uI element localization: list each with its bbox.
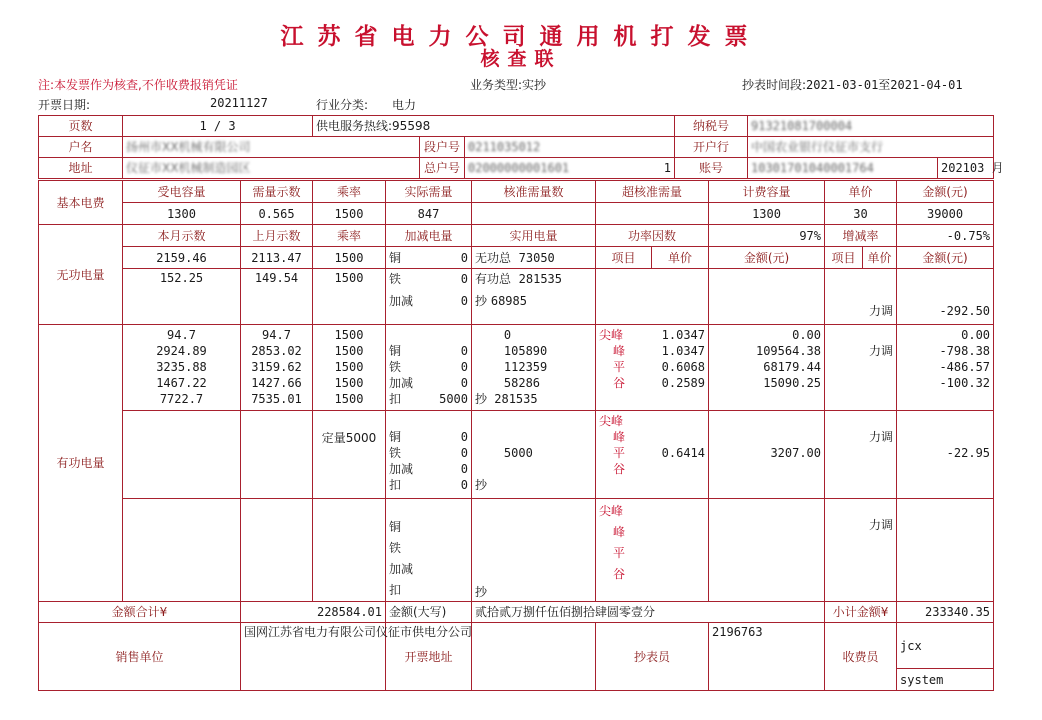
- reactive-header: 上月示数: [241, 225, 313, 247]
- active-rate-list: 1500 1500 1500 1500 1500: [313, 325, 386, 411]
- reader-label: 抄表员: [596, 623, 709, 691]
- subheader-price: 单价: [652, 247, 709, 269]
- address-value: 仪征市XX机械制造园区: [123, 158, 420, 179]
- page-label: 页数: [39, 116, 123, 137]
- basic-header: 核准需量数: [472, 181, 596, 203]
- empty-cell: [241, 499, 313, 602]
- basic-header: 计费容量: [709, 181, 825, 203]
- name-value: 扬州市XX机械有限公司: [123, 137, 420, 158]
- active-block3-period-list: 尖峰 峰 平 谷: [596, 499, 709, 602]
- capital-value: 贰拾贰万捌仟伍佰捌拾肆圆零壹分: [472, 602, 825, 623]
- active-period-price-list: 尖峰 1.0347 峰 1.0347 平 0.6068 谷 0.2589: [596, 325, 709, 411]
- segment-value: 0211035012: [465, 137, 675, 158]
- seller-value: 国网江苏省电力有限公司仪征市供电分公司: [241, 623, 386, 691]
- reactive-adj-list: 铁 0 加减 0: [386, 269, 472, 325]
- quota-rate: 定量5000: [313, 411, 386, 499]
- customer-info-table: [38, 115, 1004, 179]
- tax-label: 纳税号: [675, 116, 748, 137]
- basic-value: 0.565: [241, 203, 313, 225]
- collector-label: 收费员: [825, 623, 897, 691]
- bank-account-value: 10301701040001764: [748, 158, 938, 179]
- basic-value: 847: [386, 203, 472, 225]
- empty-cell: [241, 411, 313, 499]
- active-block3-adj-list: 铜 铁 加减 扣: [386, 499, 472, 602]
- subheader-amount: 金额(元): [709, 247, 825, 269]
- basic-value: [472, 203, 596, 225]
- issuer-address-value: [472, 623, 596, 691]
- billing-table: [38, 180, 994, 691]
- name-label: 户名: [39, 137, 123, 158]
- business-type: 业务类型:实抄: [470, 78, 547, 92]
- total-label: 金额合计¥: [39, 602, 241, 623]
- active-block2-adjust: -22.95: [897, 411, 994, 499]
- invoice-subtitle: 核查联: [480, 48, 562, 70]
- basic-header: 受电容量: [123, 181, 241, 203]
- empty-cell: [313, 499, 386, 602]
- basic-header: 需量示数: [241, 181, 313, 203]
- basic-header: 单价: [825, 181, 897, 203]
- tax-value: 91321081700004: [748, 116, 994, 137]
- subheader-amount: 金额(元): [897, 247, 994, 269]
- basic-value: 30: [825, 203, 897, 225]
- reactive-rate: 1500: [313, 269, 386, 325]
- active-block3-used-label: 抄: [472, 499, 596, 602]
- account-no-label: 总户号: [420, 158, 465, 179]
- active-block2-amount: 3207.00: [709, 411, 825, 499]
- basic-section-label: 基本电费: [39, 181, 123, 225]
- basic-value: 1300: [123, 203, 241, 225]
- invoice-title: 江苏省电力公司通用机打发票: [280, 24, 762, 50]
- empty-cell: [123, 411, 241, 499]
- power-factor: 97%: [709, 225, 825, 247]
- empty-cell: [709, 269, 825, 325]
- change-rate: -0.75%: [897, 225, 994, 247]
- segment-label: 段户号: [420, 137, 465, 158]
- subtotal-label: 小计金额¥: [825, 602, 897, 623]
- reactive-current: 2159.46: [123, 247, 241, 269]
- capital-label: 金额(大写): [386, 602, 472, 623]
- reactive-section-label: 无功电量: [39, 225, 123, 325]
- billing-month: 202103 月: [938, 158, 994, 179]
- active-block2-period-list: 尖峰 峰 平 0.6414 谷: [596, 411, 709, 499]
- reactive-previous: 2113.47: [241, 247, 313, 269]
- subheader-item: 项目: [596, 247, 652, 269]
- reactive-previous: 149.54: [241, 269, 313, 325]
- industry: 电力: [392, 98, 417, 112]
- service-hotline: 供电服务热线:95598: [313, 116, 675, 137]
- reactive-header: 实用电量: [472, 225, 596, 247]
- total-value: 228584.01: [241, 602, 386, 623]
- bank-account-label: 账号: [675, 158, 748, 179]
- basic-value: 39000: [897, 203, 994, 225]
- active-adjust-list: 0.00 -798.38 -486.57 -100.32: [897, 325, 994, 411]
- active-previous-list: 94.7 2853.02 3159.62 1427.66 7535.01: [241, 325, 313, 411]
- basic-value: 1300: [709, 203, 825, 225]
- subheader-item: 项目: [825, 247, 863, 269]
- reactive-current: 152.25: [123, 269, 241, 325]
- invoice-note: 注:本发票作为核查,不作收费报销凭证: [38, 78, 238, 92]
- active-block2-adj-list: 铜 0 铁 0 加减 0 扣 0: [386, 411, 472, 499]
- reactive-header: 本月示数: [123, 225, 241, 247]
- reader-value: 2196763: [709, 623, 825, 691]
- issue-date-label: 开票日期:: [38, 98, 91, 112]
- account-no-cell: 02000000001601 1: [465, 158, 675, 179]
- empty-cell: [897, 499, 994, 602]
- active-block2-adjust-label: 力调: [825, 411, 897, 499]
- subheader-price: 单价: [863, 247, 897, 269]
- active-block3-adjust-label: 力调: [825, 499, 897, 602]
- reactive-header: 功率因数: [596, 225, 709, 247]
- active-amount-list: 0.00 109564.38 68179.44 15090.25: [709, 325, 825, 411]
- reactive-rate: 1500: [313, 247, 386, 269]
- basic-value: [596, 203, 709, 225]
- basic-header: 金额(元): [897, 181, 994, 203]
- basic-header: 乘率: [313, 181, 386, 203]
- reactive-used-list: 有功总 281535 抄 68985: [472, 269, 596, 325]
- reactive-header: 加减电量: [386, 225, 472, 247]
- address-label: 地址: [39, 158, 123, 179]
- issue-date: 20211127: [210, 96, 268, 110]
- system-value: system: [897, 669, 994, 691]
- empty-cell: [596, 269, 709, 325]
- basic-value: 1500: [313, 203, 386, 225]
- industry-label: 行业分类:: [316, 98, 369, 112]
- bank-label: 开户行: [675, 137, 748, 158]
- seller-label: 销售单位: [39, 623, 241, 691]
- basic-header: 实际需量: [386, 181, 472, 203]
- page-value: 1 / 3: [123, 116, 313, 137]
- empty-cell: [123, 499, 241, 602]
- active-block2-used-list: 5000 抄: [472, 411, 596, 499]
- subtotal-value: 233340.35: [897, 602, 994, 623]
- reading-period: 抄表时间段:2021-03-01至2021-04-01: [742, 78, 963, 92]
- reactive-adj: 铜 0: [386, 247, 472, 269]
- issuer-address-label: 开票地址: [386, 623, 472, 691]
- active-used-list: 0 105890 112359 58286 抄 281535: [472, 325, 596, 411]
- reactive-header: 增减率: [825, 225, 897, 247]
- reactive-header: 乘率: [313, 225, 386, 247]
- bank-value: 中国农业银行仪征市支行: [748, 137, 994, 158]
- basic-header: 超核准需量: [596, 181, 709, 203]
- reactive-adjust-amount: -292.50: [897, 269, 994, 325]
- reactive-used: 无功总 73050: [472, 247, 596, 269]
- empty-cell: [709, 499, 825, 602]
- active-current-list: 94.7 2924.89 3235.88 1467.22 7722.7: [123, 325, 241, 411]
- collector-value: jcx: [897, 623, 994, 669]
- reactive-adjust-label: 力调: [825, 269, 897, 325]
- active-adjust-label-cell: 力调: [825, 325, 897, 411]
- active-section-label: 有功电量: [39, 325, 123, 602]
- active-adj-list: 铜 0 铁 0 加减 0 扣 5000: [386, 325, 472, 411]
